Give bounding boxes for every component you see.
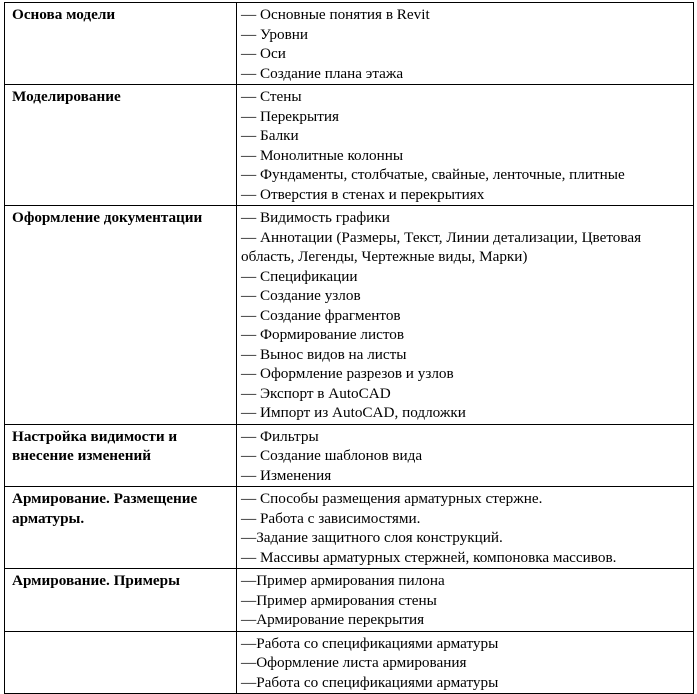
- row-items: [237, 3, 694, 85]
- table-row: [5, 85, 694, 206]
- row-topic: Оформление документации: [5, 206, 237, 425]
- list-item: —Оформление листа армирования: [241, 654, 467, 671]
- list-item: — Видимость графики: [241, 209, 390, 226]
- list-item: —Пример армирования пилона: [241, 572, 445, 589]
- list-item: — Стены: [241, 88, 302, 105]
- row-items: [237, 631, 694, 694]
- list-item: — Перекрытия: [241, 107, 339, 125]
- row-topic: Настройка видимости и внесение изменений: [5, 424, 237, 487]
- row-topic: [5, 631, 237, 694]
- list-item: — Основные понятия в Revit: [241, 6, 430, 23]
- row-topic: Моделирование: [5, 85, 237, 206]
- table-row: [5, 206, 694, 425]
- course-program-table: [4, 2, 694, 694]
- list-item: — Вынос видов на листы: [241, 345, 407, 363]
- list-item: —Работа со спецификациями арматуры: [241, 673, 499, 691]
- table-row: [5, 631, 694, 694]
- table-row: [5, 569, 694, 632]
- row-items: [237, 206, 694, 425]
- list-item: — Уровни: [241, 25, 309, 43]
- list-item: — Способы размещения арматурных стержне.: [241, 490, 543, 507]
- table-row: [5, 487, 694, 569]
- list-item: — Монолитные колонны: [241, 146, 404, 164]
- row-items: [237, 424, 694, 487]
- list-item: — Спецификации: [241, 267, 358, 285]
- list-item: — Работа с зависимостями.: [241, 509, 421, 527]
- list-item: —Пример армирования стены: [241, 591, 437, 609]
- list-item: — Формирование листов: [241, 326, 405, 343]
- list-item: — Создание шаблонов вида: [241, 447, 423, 464]
- list-item: — Оси: [241, 45, 286, 62]
- row-topic: Основа модели: [5, 3, 237, 85]
- list-item: — Экспорт в AutoCAD: [241, 384, 391, 402]
- list-item: — Создание узлов: [241, 287, 361, 304]
- list-item: — Изменения: [241, 466, 332, 484]
- list-item: —Задание защитного слоя конструкций.: [241, 529, 503, 546]
- list-item: — Балки: [241, 127, 299, 144]
- list-item: — Оформление разрезов и узлов: [241, 365, 454, 382]
- list-item: —Работа со спецификациями арматуры: [241, 634, 499, 652]
- list-item: — Импорт из AutoCAD, подложки: [241, 404, 466, 421]
- list-item: — Фундаменты, столбчатые, свайные, ленточные, плитные: [241, 166, 625, 183]
- list-item: — Создание плана этажа: [241, 64, 404, 82]
- list-item: — Фильтры: [241, 427, 319, 445]
- list-item: — Массивы арматурных стержней, компоновка массивов.: [241, 548, 617, 566]
- list-item: — Отверстия в стенах и перекрытиях: [241, 185, 485, 203]
- list-item: — Создание фрагментов: [241, 306, 401, 324]
- list-item: — Аннотации (Размеры, Текст, Линии детализации, Цветовая область, Легенды, Чертежные виды, Марки): [241, 228, 642, 265]
- row-topic: Армирование. Примеры: [5, 569, 237, 632]
- row-items: [237, 487, 694, 569]
- row-items: [237, 569, 694, 632]
- row-items: [237, 85, 694, 206]
- table-row: [5, 3, 694, 85]
- row-topic: Армирование. Размещение арматуры.: [5, 487, 237, 569]
- table-row: [5, 424, 694, 487]
- list-item: —Армирование перекрытия: [241, 611, 425, 628]
